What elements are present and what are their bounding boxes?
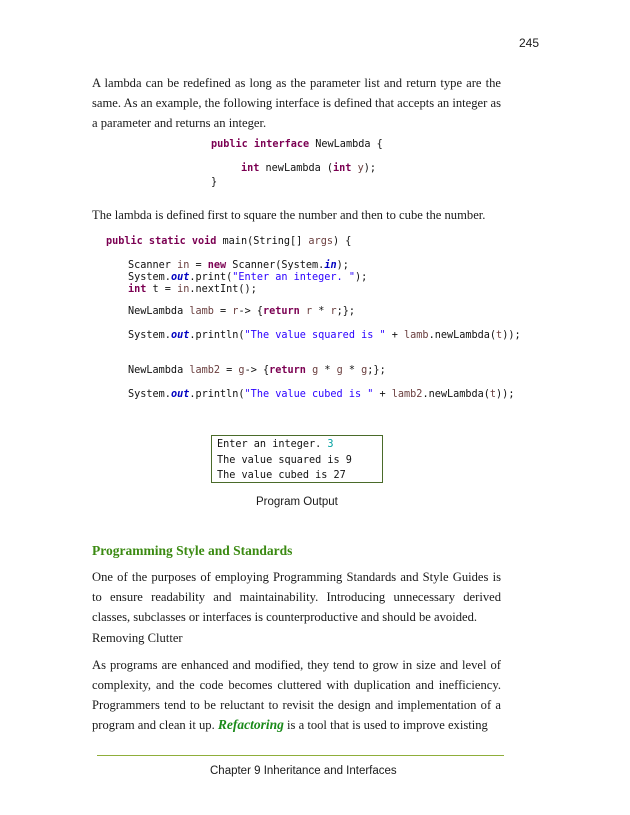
refactoring-term: Refactoring — [217, 717, 284, 732]
lambda-paragraph: The lambda is defined first to square the number and then to cube the number. — [92, 208, 486, 222]
section-heading: Programming Style and Standards — [92, 543, 293, 558]
output-user-input: 3 — [327, 439, 334, 450]
print-prompt-line: System.out.print("Enter an integer. "); — [128, 272, 368, 283]
output-cubed-line: The value cubed is 27 — [217, 470, 346, 481]
interface-method-line: int newLambda (int y); — [241, 163, 376, 174]
clutter-paragraph: As programs are enhanced and modified, they tend to grow in size and level of complexity, and the code becomes cluttered with duplication and inefficiency. Programmers tend to be reluctant to revisit the design and implementation of a program and clean it up. Refactoring is a tool that is used to improve existing — [92, 658, 501, 732]
intro-paragraph: A lambda can be redefined as long as the parameter list and return type are the same. As an example, the following interface is defined that accepts an integer as a parameter and returns an integer. — [92, 76, 501, 130]
lambda-square-line: NewLambda lamb = r-> {return r * r;}; — [128, 306, 356, 317]
page-number: 245 — [518, 36, 539, 50]
output-squared-line: The value squared is 9 — [217, 454, 352, 466]
lambda-cube-line: NewLambda lamb2 = g-> {return g * g * g;}; — [128, 365, 386, 376]
footer-rule — [97, 755, 504, 756]
interface-closing-brace: } — [211, 177, 218, 188]
println-cubed-line: System.out.println("The value cubed is " + lamb2.newLambda(t)); — [128, 389, 515, 400]
read-int-line: int t = in.nextInt(); — [128, 284, 257, 295]
output-prompt-line: Enter an integer. 3 — [217, 439, 334, 450]
main-signature-line: public static void main(String[] args) { — [106, 236, 352, 247]
footer-chapter-title: Chapter 9 Inheritance and Interfaces — [210, 765, 397, 777]
output-caption: Program Output — [256, 496, 338, 508]
interface-declaration-line: public interface NewLambda { — [211, 139, 383, 150]
subheading-removing-clutter: Removing Clutter — [92, 631, 183, 645]
program-output-console — [211, 435, 383, 483]
println-squared-line: System.out.println("The value squared is " + lamb.newLambda(t)); — [128, 330, 521, 341]
style-paragraph: One of the purposes of employing Programming Standards and Style Guides is to ensure readability and maintainability. Introducing unnecessary derived classes, subclasses or interfaces is counterproductive and should be avoided. — [92, 570, 501, 624]
scanner-line: Scanner in = new Scanner(System.in); — [128, 260, 349, 271]
